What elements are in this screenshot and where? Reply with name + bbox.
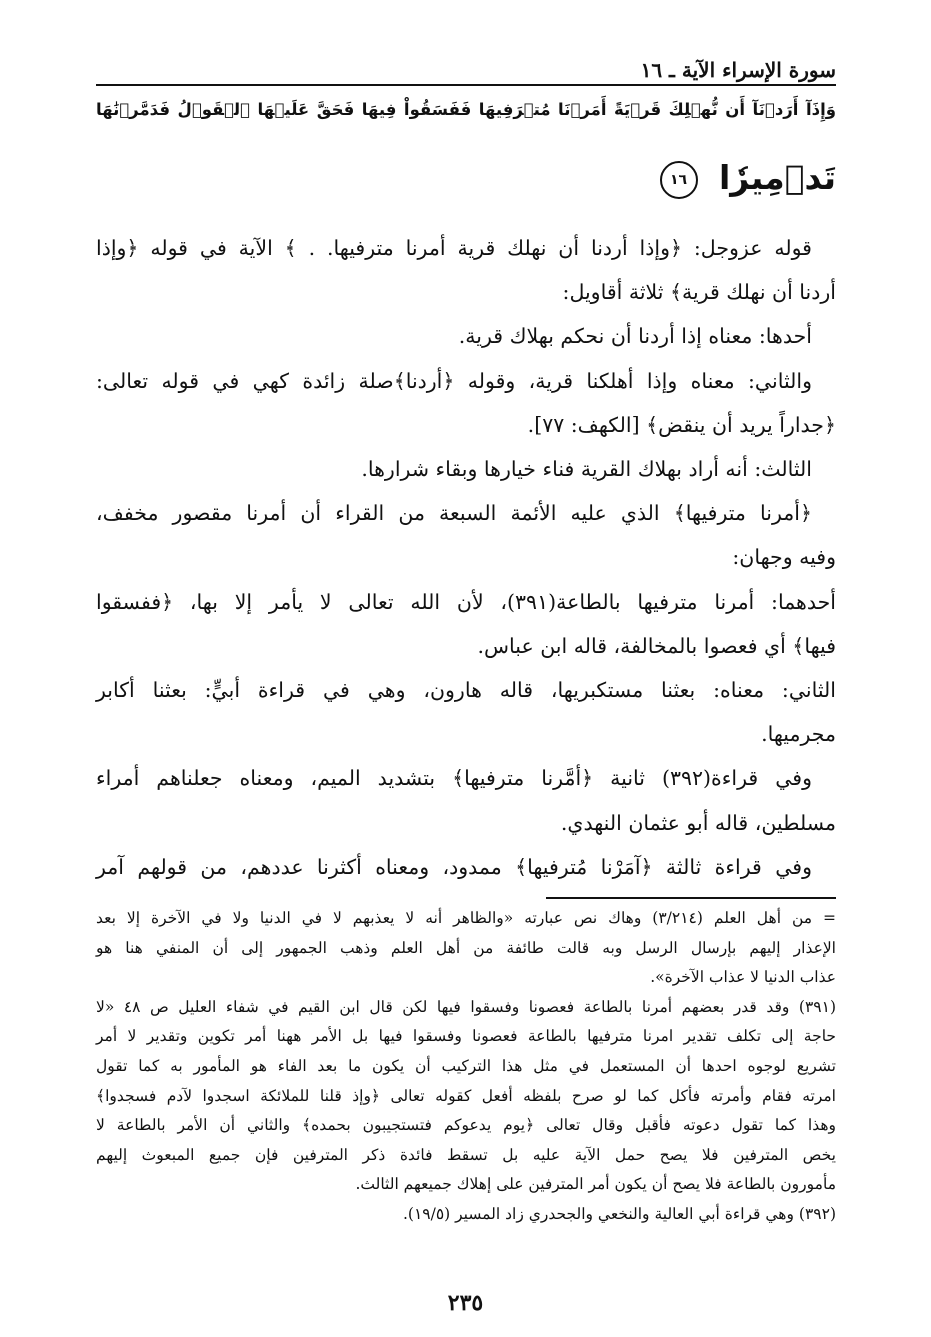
header-rule <box>96 84 836 86</box>
body-line: الثاني: معناه: بعثنا مستكبريها، قاله هارون، وهي في قراءة أبيٍّ: بعثنا أكابر <box>96 678 836 703</box>
verse-line-1: وَإِذَآ أَرَدۡنَآ أَن نُّهۡلِكَ قَرۡيَةً أَمَرۡنَا مُتۡرَفِيهَا فَفَسَقُواْ فِيهَا فَحَقَّ عَلَيۡهَا ٱلۡقَوۡلُ فَدَمَّرۡنَٰهَا <box>96 100 836 119</box>
commentary-body <box>96 226 836 889</box>
footnote-line: تشريع لوجوه احدها أن المستعمل في مثل هذا التركيب أن يكون ما بعد الفاء هو المأمور به كما تقول <box>96 1056 836 1075</box>
body-line: مجرميها. <box>761 722 836 747</box>
body-line: أحدها: معناه إذا أردنا أن نحكم بهلاك قرية. <box>458 324 812 349</box>
body-line: أحدهما: أمرنا مترفيها بالطاعة(٣٩١)، لأن الله تعالى لا يأمر إلا بها، ﴿ففسقوا <box>96 589 836 614</box>
body-line: ﴿أمرنا مترفيها﴾ الذي عليه الأئمة السبعة من القراء أن أمرنا مقصور مخفف، <box>96 501 812 526</box>
footnote-line: عذاب الدنيا لا عذاب الآخرة». <box>650 968 836 987</box>
page-number: ٢٣٥ <box>447 1290 484 1316</box>
body-line: الثالث: أنه أراد بهلاك القرية فناء خيارها وبقاء شرارها. <box>361 457 812 482</box>
body-line: وفي قراءة(٣٩٢) ثانية ﴿أمَّرنا مترفيها﴾ بتشديد الميم، ومعناه جعلناهم أمراء <box>96 766 812 791</box>
footnote-separator <box>546 897 836 899</box>
footnote-line: وهذا كما تقول دعوته فأقبل وقال تعالى ﴿يوم يدعوكم فتستجيبون بحمده﴾ والثاني أن الأمر بالطاعة لا <box>96 1116 836 1135</box>
body-line: فيها﴾ أي فعصوا بالمخالفة، قاله ابن عباس. <box>477 633 836 658</box>
footnote-line: (٣٩١) وقد قدر بعضهم أمرنا بالطاعة فعصونا وفسقوا فيها لكن قال ابن القيم في شفاء العليل ص ٤٨ «لا <box>96 997 837 1016</box>
footnote-line: مأمورون بالطاعة فلا يصح أن يكون أمر المترفين على إهلاك جميعهم الثالث. <box>355 1175 836 1194</box>
body-line: وفيه وجهان: <box>732 545 836 570</box>
body-line: قوله عزوجل: ﴿وإذا أردنا أن نهلك قرية أمرنا مترفيها. . ﴾ الآية في قوله ﴿وإذا <box>96 236 812 260</box>
body-line: مسلطين، قاله أبو عثمان النهدي. <box>560 810 836 835</box>
body-line: أردنا أن نهلك قرية﴾ ثلاثة أقاويل: <box>562 280 836 305</box>
footnote-line: الإعذار إليهم بإرسال الرسل وبه قالت طائفة من أهل العلم وذهب الجمهور إلى أن المنفي هنا هو <box>96 938 836 957</box>
running-header <box>96 54 836 86</box>
footnotes <box>96 904 836 1230</box>
header-title: سورة الإسراء الآية ـ ١٦ <box>640 58 836 82</box>
footnote-line: يخص المترفين فلا يصح حمل الآية عليه بل تسقط فائدة ذكر المترفين فإن جميع المبعوث إليهم <box>96 1145 836 1164</box>
verse-line-2-text: تَدۡمِيرٗا <box>719 158 836 197</box>
footnote-line: (٣٩٢) وهي قراءة أبي العالية والنخعي والجحدري زاد المسير (١٩/٥). <box>402 1204 836 1223</box>
body-line: وفي قراءة ثالثة ﴿آمَرْنا مُترفيها﴾ ممدود، ومعناه أكثرنا عددهم، من قولهم آمر <box>96 854 812 879</box>
footnote-line: امرته فقام وأمرته فأكل كما لو صرح بلفظه أفعل كقوله تعالى ﴿وإذ قلنا للملائكة اسجدوا لآدم فسجدوا﴾ <box>96 1086 836 1105</box>
body-line: والثاني: معناه وإذا أهلكنا قرية، وقوله ﴿أردنا﴾صلة زائدة كهي في قوله تعالى: <box>96 368 812 393</box>
ayah-number-medallion: ١٦ <box>660 161 698 199</box>
verse-line-2 <box>660 158 837 199</box>
quran-verse-block <box>96 96 836 216</box>
footnote-line: حاجة إلى تكلف تقدير امرنا مترفيها بالطاعة فعصونا وفسقوا فيها بل الأمر ههنا أمر تكوين وتقدير لا أمر <box>96 1027 836 1046</box>
footnote-line: = من أهل العلم (٣/٢١٤) وهاك نص عبارته «والظاهر أنه لا يعذبهم لا في الدنيا ولا في الآخرة إلا بعد <box>96 909 836 927</box>
body-line: ﴿جداراً يريد أن ينقض﴾ [الكهف: ٧٧]. <box>527 412 836 437</box>
